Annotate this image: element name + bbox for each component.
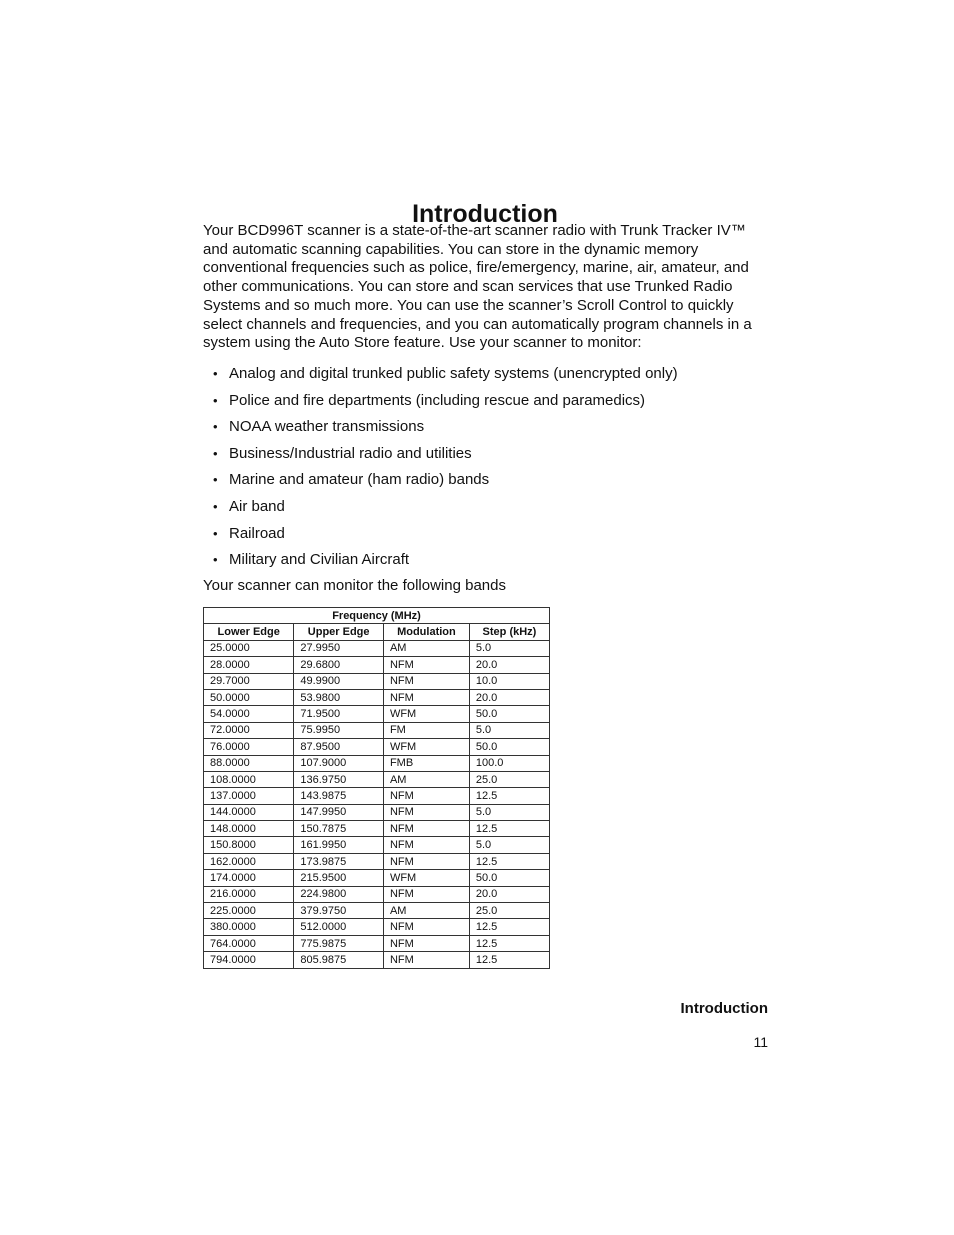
- bullet-icon: •: [213, 472, 218, 488]
- list-item: [203, 470, 763, 497]
- step-cell: 5.0: [469, 640, 549, 656]
- lower-edge-cell: 162.0000: [204, 853, 294, 869]
- table-row: [204, 853, 550, 869]
- list-item-text: Business/Industrial radio and utilities: [229, 444, 472, 462]
- modulation-cell: NFM: [383, 657, 469, 673]
- frequency-table: [203, 607, 550, 969]
- step-cell: 12.5: [469, 821, 549, 837]
- step-cell: 12.5: [469, 935, 549, 951]
- table-row: [204, 673, 550, 689]
- table-row: [204, 722, 550, 738]
- lower-edge-cell: 794.0000: [204, 952, 294, 968]
- modulation-cell: AM: [383, 771, 469, 787]
- list-item: [203, 444, 763, 471]
- lower-edge-cell: 76.0000: [204, 739, 294, 755]
- intro-paragraph: Your BCD996T scanner is a state-of-the-art scanner radio with Trunk Tracker IV™ and automatic scanning capabilities. You can store in the dynamic memory conventional frequencies such as police, fire/emergency, marine, air, amateur, and other communications. You can store and scan services that use Trunked Radio Systems and so much more. You can use the scanner’s Scroll Control to quickly select channels and frequencies, and you can automatically program channels in a system using the Auto Store feature. Use your scanner to monitor:: [203, 222, 752, 352]
- lower-edge-cell: 380.0000: [204, 919, 294, 935]
- upper-edge-cell: 53.9800: [294, 689, 384, 705]
- modulation-cell: NFM: [383, 853, 469, 869]
- modulation-cell: NFM: [383, 804, 469, 820]
- table-caption: Frequency (MHz): [204, 608, 550, 624]
- modulation-cell: NFM: [383, 935, 469, 951]
- lower-edge-cell: 72.0000: [204, 722, 294, 738]
- step-cell: 5.0: [469, 837, 549, 853]
- table-row: [204, 804, 550, 820]
- table-row: [204, 771, 550, 787]
- step-cell: 25.0: [469, 771, 549, 787]
- table-row: [204, 657, 550, 673]
- list-item-text: Railroad: [229, 524, 285, 542]
- upper-edge-cell: 805.9875: [294, 952, 384, 968]
- step-cell: 12.5: [469, 952, 549, 968]
- upper-edge-cell: 224.9800: [294, 886, 384, 902]
- list-item-text: Marine and amateur (ham radio) bands: [229, 471, 490, 489]
- lower-edge-cell: 50.0000: [204, 689, 294, 705]
- modulation-cell: NFM: [383, 952, 469, 968]
- modulation-cell: NFM: [383, 821, 469, 837]
- table-row: [204, 919, 550, 935]
- upper-edge-cell: 29.6800: [294, 657, 384, 673]
- list-item: [203, 550, 763, 577]
- step-cell: 5.0: [469, 722, 549, 738]
- table-row: [204, 689, 550, 705]
- lower-edge-cell: 225.0000: [204, 903, 294, 919]
- step-cell: 25.0: [469, 903, 549, 919]
- modulation-cell: WFM: [383, 739, 469, 755]
- step-cell: 20.0: [469, 657, 549, 673]
- upper-edge-cell: 379.9750: [294, 903, 384, 919]
- step-cell: 50.0: [469, 870, 549, 886]
- bullet-icon: •: [213, 525, 218, 541]
- table-header-row: [204, 624, 550, 640]
- upper-edge-cell: 107.9000: [294, 755, 384, 771]
- table-row: [204, 739, 550, 755]
- column-header-lower-edge: Lower Edge: [204, 624, 294, 640]
- bands-intro: Your scanner can monitor the following bands: [203, 577, 506, 594]
- upper-edge-cell: 71.9500: [294, 706, 384, 722]
- bullet-icon: •: [213, 552, 218, 568]
- lower-edge-cell: 25.0000: [204, 640, 294, 656]
- column-header-modulation: Modulation: [383, 624, 469, 640]
- upper-edge-cell: 775.9875: [294, 935, 384, 951]
- lower-edge-cell: 137.0000: [204, 788, 294, 804]
- step-cell: 20.0: [469, 886, 549, 902]
- lower-edge-cell: 764.0000: [204, 935, 294, 951]
- lower-edge-cell: 150.8000: [204, 837, 294, 853]
- modulation-cell: AM: [383, 903, 469, 919]
- modulation-cell: NFM: [383, 919, 469, 935]
- table-row: [204, 755, 550, 771]
- list-item: [203, 364, 763, 391]
- lower-edge-cell: 144.0000: [204, 804, 294, 820]
- modulation-cell: NFM: [383, 673, 469, 689]
- table-row: [204, 640, 550, 656]
- list-item-text: NOAA weather transmissions: [229, 418, 425, 436]
- modulation-cell: WFM: [383, 870, 469, 886]
- table-body: [204, 640, 550, 968]
- step-cell: 10.0: [469, 673, 549, 689]
- table-row: [204, 788, 550, 804]
- upper-edge-cell: 27.9950: [294, 640, 384, 656]
- bullet-icon: •: [213, 498, 218, 514]
- table-row: [204, 706, 550, 722]
- page-title: Introduction: [412, 199, 558, 228]
- list-item: [203, 417, 763, 444]
- modulation-cell: FMB: [383, 755, 469, 771]
- table-row: [204, 870, 550, 886]
- list-item-text: Police and fire departments (including rescue and paramedics): [229, 391, 646, 409]
- step-cell: 50.0: [469, 706, 549, 722]
- modulation-cell: FM: [383, 722, 469, 738]
- modulation-cell: WFM: [383, 706, 469, 722]
- table-row: [204, 952, 550, 968]
- bullet-icon: •: [213, 419, 218, 435]
- column-header-step: Step (kHz): [469, 624, 549, 640]
- list-item: [203, 497, 763, 524]
- upper-edge-cell: 161.9950: [294, 837, 384, 853]
- upper-edge-cell: 75.9950: [294, 722, 384, 738]
- upper-edge-cell: 173.9875: [294, 853, 384, 869]
- step-cell: 100.0: [469, 755, 549, 771]
- list-item: [203, 391, 763, 418]
- upper-edge-cell: 147.9950: [294, 804, 384, 820]
- modulation-cell: NFM: [383, 837, 469, 853]
- table-row: [204, 837, 550, 853]
- bullet-icon: •: [213, 445, 218, 461]
- upper-edge-cell: 87.9500: [294, 739, 384, 755]
- lower-edge-cell: 29.7000: [204, 673, 294, 689]
- page-number: 11: [753, 1034, 768, 1050]
- step-cell: 12.5: [469, 853, 549, 869]
- modulation-cell: AM: [383, 640, 469, 656]
- modulation-cell: NFM: [383, 886, 469, 902]
- step-cell: 12.5: [469, 919, 549, 935]
- table-caption-row: [204, 608, 550, 624]
- list-item: [203, 524, 763, 551]
- upper-edge-cell: 215.9500: [294, 870, 384, 886]
- upper-edge-cell: 49.9900: [294, 673, 384, 689]
- lower-edge-cell: 54.0000: [204, 706, 294, 722]
- table-row: [204, 935, 550, 951]
- lower-edge-cell: 88.0000: [204, 755, 294, 771]
- list-item-text: Air band: [229, 497, 285, 515]
- lower-edge-cell: 216.0000: [204, 886, 294, 902]
- lower-edge-cell: 108.0000: [204, 771, 294, 787]
- step-cell: 5.0: [469, 804, 549, 820]
- monitor-list: [203, 364, 763, 577]
- bullet-icon: •: [213, 392, 218, 408]
- list-item-text: Analog and digital trunked public safety systems (unencrypted only): [229, 365, 678, 382]
- list-item-text: Military and Civilian Aircraft: [229, 551, 410, 569]
- modulation-cell: NFM: [383, 689, 469, 705]
- table-row: [204, 903, 550, 919]
- lower-edge-cell: 148.0000: [204, 821, 294, 837]
- table-row: [204, 821, 550, 837]
- column-header-upper-edge: Upper Edge: [294, 624, 384, 640]
- modulation-cell: NFM: [383, 788, 469, 804]
- table-row: [204, 886, 550, 902]
- step-cell: 20.0: [469, 689, 549, 705]
- step-cell: 50.0: [469, 739, 549, 755]
- bullet-icon: •: [213, 366, 218, 381]
- step-cell: 12.5: [469, 788, 549, 804]
- upper-edge-cell: 136.9750: [294, 771, 384, 787]
- lower-edge-cell: 28.0000: [204, 657, 294, 673]
- upper-edge-cell: 150.7875: [294, 821, 384, 837]
- lower-edge-cell: 174.0000: [204, 870, 294, 886]
- upper-edge-cell: 512.0000: [294, 919, 384, 935]
- upper-edge-cell: 143.9875: [294, 788, 384, 804]
- footer-section-title: Introduction: [680, 1000, 768, 1017]
